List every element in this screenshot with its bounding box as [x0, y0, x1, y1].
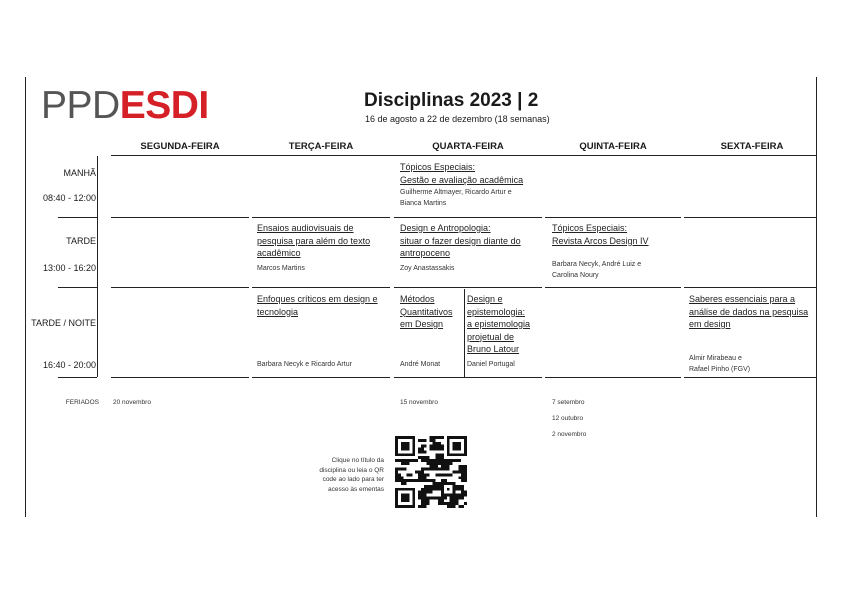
row-divider	[394, 377, 542, 378]
page-left-border	[25, 77, 26, 517]
course-instructors: André Monat	[400, 361, 441, 368]
row-divider	[394, 217, 542, 218]
row-divider-label-3	[58, 377, 97, 378]
period-time-tarde-noite: 16:40 - 20:00	[42, 360, 96, 370]
feriado-quinta-3: 2 novembro	[552, 431, 587, 438]
logo-esdi: ESDI	[119, 84, 209, 127]
header-divider	[111, 155, 817, 156]
feriados-label: FERIADOS	[65, 399, 99, 406]
label-column-separator	[97, 156, 98, 377]
course-instructors: Barbara Necyk e Ricardo Artur	[257, 361, 352, 368]
course-instructors: Daniel Portugal	[467, 361, 515, 368]
row-divider	[545, 377, 681, 378]
row-divider	[252, 287, 390, 288]
day-header-segunda: SEGUNDA-FEIRA	[140, 141, 220, 152]
day-header-terca: TERÇA-FEIRA	[288, 141, 354, 152]
row-divider	[252, 217, 390, 218]
course-link-revista-arcos[interactable]: Tópicos Especiais: Revista Arcos Design IV	[552, 223, 649, 246]
course-link-ensaios-audiovisuais[interactable]: Ensaios audiovisuais de pesquisa para além do texto acadêmico	[257, 223, 371, 258]
course-link-gestao-avaliacao[interactable]: Tópicos Especiais: Gestão e avaliação acadêmica	[400, 162, 524, 185]
period-label-tarde: TARDE	[66, 236, 96, 246]
page-title: Disciplinas 2023 | 2	[364, 90, 539, 111]
period-label-tarde-noite: TARDE / NOITE	[31, 318, 96, 328]
row-divider	[684, 287, 817, 288]
day-header-quarta: QUARTA-FEIRA	[432, 141, 504, 152]
period-time-tarde: 13:00 - 16:20	[42, 263, 96, 273]
logo-ppd: PPD	[41, 84, 120, 127]
day-header-sexta: SEXTA-FEIRA	[720, 141, 784, 152]
course-link-enfoques-criticos[interactable]: Enfoques críticos em design e tecnologia	[257, 294, 378, 317]
qr-code-icon[interactable]	[395, 436, 467, 508]
course-link-design-epistemologia[interactable]: Design e epistemologia: a epistemologia projetual de Bruno Latour	[467, 294, 531, 354]
qr-caption: Clique no título da disciplina ou leia o QR code ao lado para ter acesso às ementas	[319, 457, 384, 493]
row-divider-label-1	[58, 217, 97, 218]
row-divider	[111, 377, 249, 378]
period-label-manha: MANHÃ	[63, 168, 96, 178]
row-divider	[545, 217, 681, 218]
feriado-quinta-1: 7 setembro	[552, 399, 585, 406]
row-divider	[545, 287, 681, 288]
course-instructors: Almir Mirabeau e Rafael Pinho (FGV)	[689, 355, 751, 373]
row-divider	[111, 287, 249, 288]
page-subtitle: 16 de agosto a 22 de dezembro (18 semanas)	[365, 114, 550, 124]
feriado-segunda: 20 novembro	[113, 399, 151, 406]
feriado-quarta: 15 novembro	[400, 399, 438, 406]
course-instructors: Zoy Anastassakis	[400, 265, 455, 272]
ppdesdi-logo	[41, 84, 209, 128]
row-divider	[684, 217, 817, 218]
row-divider-label-2	[58, 287, 97, 288]
feriado-quinta-2: 12 outubro	[552, 415, 584, 422]
course-instructors: Marcos Martins	[257, 265, 305, 272]
course-instructors: Barbara Necyk, André Luiz e Carolina Noury	[552, 261, 642, 279]
wednesday-split-separator	[464, 289, 465, 377]
course-link-saberes-essenciais[interactable]: Saberes essenciais para a análise de dados na pesquisa em design	[689, 294, 809, 329]
period-time-manha: 08:40 - 12:00	[42, 193, 96, 203]
row-divider	[394, 287, 542, 288]
course-link-metodos-quantitativos[interactable]: Métodos Quantitativos em Design	[400, 294, 453, 329]
row-divider	[684, 377, 817, 378]
course-instructors: Guilherme Altmayer, Ricardo Artur e Bianca Martins	[400, 189, 512, 207]
row-divider	[252, 377, 390, 378]
course-link-design-antropologia[interactable]: Design e Antropologia: situar o fazer design diante do antropoceno	[400, 223, 521, 258]
row-divider	[111, 217, 249, 218]
day-header-quinta: QUINTA-FEIRA	[579, 141, 647, 152]
